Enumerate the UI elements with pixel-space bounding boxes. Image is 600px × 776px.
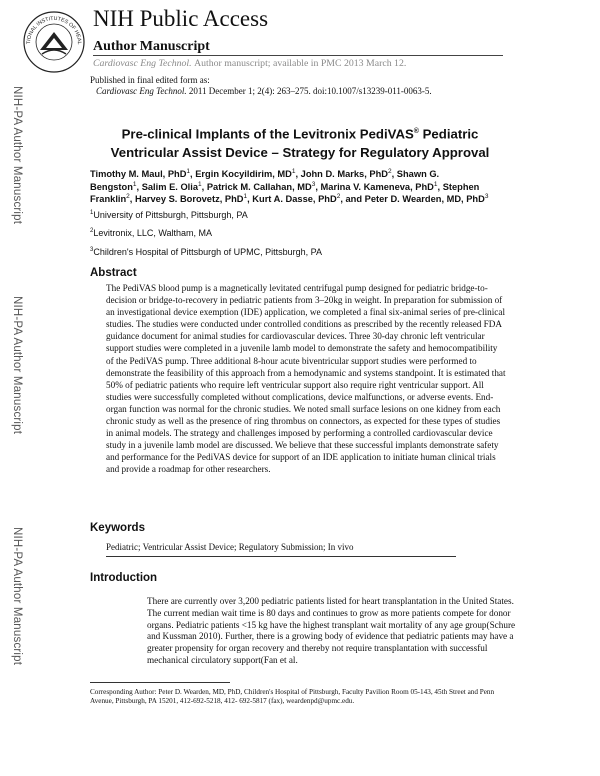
- author: Harvey S. Borovetz, PhD$^1$,: [134, 192, 250, 204]
- author: Ergin Kocyildirim, $MD^1$,: [195, 167, 299, 179]
- keywords-divider: [106, 556, 456, 557]
- journal-availability: [93, 58, 406, 69]
- keywords-text: Pediatric; Ventricular Assist Device; Regulatory Submission; In vivo: [106, 542, 354, 552]
- logo-text: TIONAL INSTITUTES OF HEAL: [25, 15, 83, 45]
- nih-public-access-title: NIH Public Access: [93, 6, 269, 31]
- author: Shawn G.: [396, 169, 440, 179]
- journal-name: Cardiovasc Eng Technol.: [93, 58, 192, 69]
- citation-text: 2011 December 1; 2(4): 263–275. doi:10.1007/s13239-011-0063-5.: [188, 86, 432, 96]
- footnote-divider: [90, 682, 230, 683]
- abstract-text: The PediVAS blood pump is a magnetically levitated centrifugal pump designed for pediatric bridge-to-decision or bridge-to-recovery in pediatric patients from 3–20kg in weight. In preparation for submission of an investigational device exemption (IDE) application, we completed a final six-animal series of pre-clinical studies. The studies were conducted under controlled conditions as prescribed by the recently released FDA guidance document for animal studies for cardiovascular devices. Three 30-day chronic left ventricular support studies were completed in a juvenile lamb model to demonstrate the safety and hemocompatibility of the PediVAS pump. Three additional 8-hour acute biventricular support studies were performed to demonstrate the feasibility of this approach from a hemodynamic and systems standpoint. It is estimated that 50% of pediatric patients who require left ventricular support also require right ventricular support. All studies were successfully completed without complications, device malfunctions, or adverse events. End-organ function was normal for the chronic studies. We noted small surface lesions on one kidney from each chronic study as well as the presence of ring thrombus on connectors, as expected for these types of studies in animal models. The strategy and challenges imposed by performing a controlled cardiovascular device study in a juvenile lamb model are discussed. We believe that these successful implants demonstrate safety and performance for the PediVAS device for support of an IDE application to initiate human clinical trials and provide a roadmap for other researchers.: [106, 283, 506, 475]
- corresponding-author-footnote: Corresponding Author: Peter D. Wearden, MD, PhD, Children's Hospital of Pittsburgh, Faculty Pavilion Room 05-143, 45th Street and Penn Avenue, Pittsburgh, PA 15201, 412-692-5218, 412- 692-5817 (fax), weardenpd@upmc.edu.: [90, 688, 495, 706]
- introduction-text: There are currently over 3,200 pediatric patients listed for heart transplantation in the United States. The current median wait time is 80 days and continues to grow as more patients compete for donor organs. Pediatric patients <15 kg have the highest transplant wait mortality of any age group(Schure and Kussman 2010). Further, there is a growing body of evidence that pediatric patients may have a greater propensity for organ recovery and thereby not require transplantation with successful mechanical circulatory support(Fan et al.: [147, 596, 516, 665]
- abstract-heading: Abstract: [90, 267, 137, 279]
- author: Kurt A. Dasse, PhD$^2$,: [252, 192, 343, 204]
- registered-mark: ®: [413, 128, 419, 135]
- keywords-heading: Keywords: [90, 522, 145, 534]
- published-label: Published in final edited form as:: [90, 75, 210, 85]
- author: Stephen: [442, 181, 480, 192]
- introduction-heading: Introduction: [90, 572, 158, 584]
- nih-logo: [22, 10, 86, 74]
- author-list: [90, 168, 520, 206]
- author: John D. Marks, PhD$^2$,: [300, 167, 395, 179]
- side-label-1: NIH-PA Author Manuscript: [11, 86, 23, 225]
- title-line-2: Ventricular Assist Device – Strategy for Regulatory Approval: [110, 145, 490, 161]
- paper-title: [60, 122, 540, 162]
- author: Marina V. Kameneva, PhD$^1$,: [320, 180, 441, 192]
- affiliation: $^3$Children's Hospital of Pittsburgh of UPMC, Pittsburgh, PA: [90, 247, 322, 257]
- author: Salim E. Olia$^1$,: [141, 180, 205, 192]
- author-manuscript-label: Author Manuscript: [93, 39, 210, 54]
- affiliation: $^2$Levitronix, LLC, Waltham, MA: [90, 228, 213, 238]
- author: and Peter D. Wearden, MD, PhD$^3$: [345, 192, 489, 204]
- published-citation: [96, 86, 432, 96]
- author: Bengston$^1$,: [90, 180, 140, 192]
- header-divider: [93, 55, 503, 56]
- published-journal: Cardiovasc Eng Technol.: [96, 86, 187, 96]
- title-line-1-end: Pediatric: [418, 126, 479, 142]
- author: Patrick M. Callahan, $MD^3$,: [206, 180, 318, 192]
- title-line-1: Pre-clinical Implants of the Levitronix PediVAS: [121, 126, 414, 142]
- affiliation: $^1$University of Pittsburgh, Pittsburgh, PA: [90, 210, 248, 220]
- side-label-2: NIH-PA Author Manuscript: [11, 296, 23, 435]
- availability-text: Author manuscript; available in PMC 2013 March 12.: [194, 58, 407, 69]
- author: Timothy M. Maul, PhD$^1$,: [90, 167, 193, 179]
- side-label-3: NIH-PA Author Manuscript: [11, 527, 23, 666]
- author: Franklin$^2$,: [90, 192, 133, 204]
